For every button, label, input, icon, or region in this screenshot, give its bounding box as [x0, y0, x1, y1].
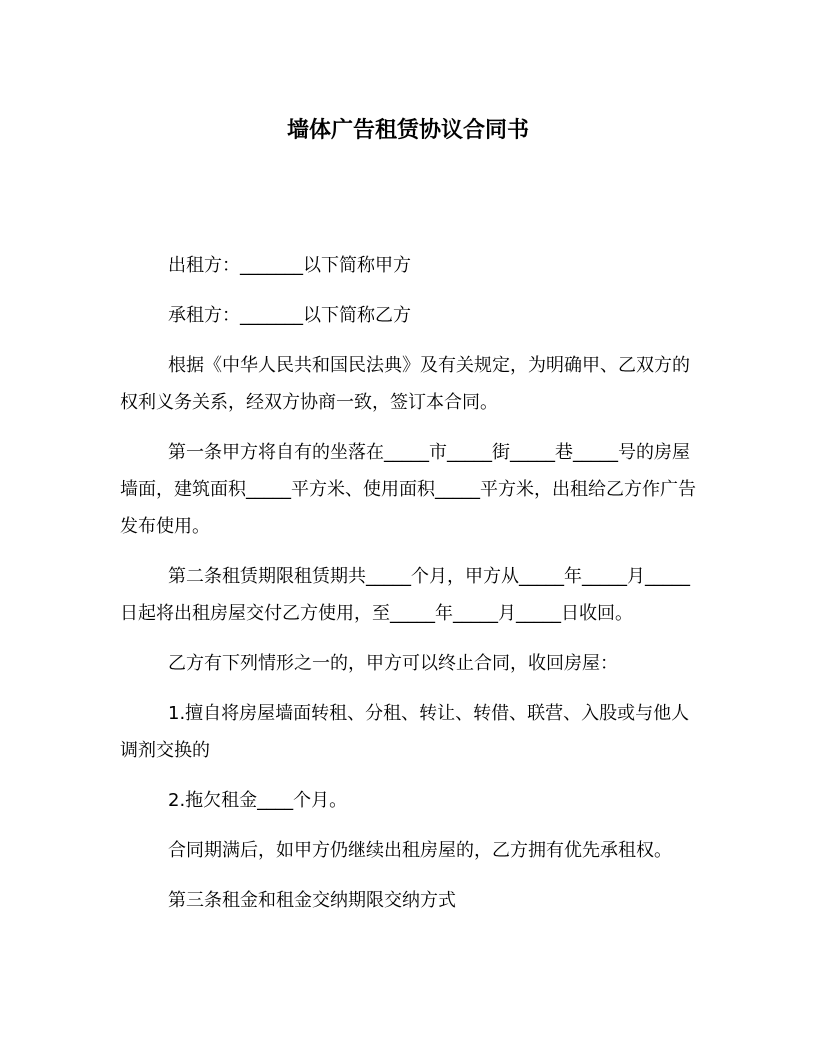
renewal-paragraph: 合同期满后，如甲方仍继续出租房屋的，乙方拥有优先承租权。 — [168, 840, 672, 861]
termination-item-1: 1.擅自将房屋墙面转租、分租、转让、转借、联营、入股或与他人调剂交换的 — [120, 703, 690, 761]
article-2-paragraph: 第二条租赁期限租赁期共_____个月，甲方从_____年_____月_____日起将出租房屋交付乙方使用，至_____年_____月_____日收回。 — [120, 566, 690, 624]
document-title: 墙体广告租赁协议合同书 — [286, 118, 529, 143]
termination-intro-paragraph: 乙方有下列情形之一的，甲方可以终止合同，收回房屋： — [168, 653, 618, 674]
article-3-heading: 第三条租金和租金交纳期限交纳方式 — [168, 890, 456, 911]
lessee-line: 承租方：_______以下简称乙方 — [168, 305, 411, 326]
article-1-paragraph: 第一条甲方将自有的坐落在_____市_____街_____巷_____号的房屋墙面，建筑面积_____平方米、使用面积_____平方米，出租给乙方作广告发布使用。 — [120, 442, 696, 537]
lessor-line: 出租方：_______以下简称甲方 — [168, 255, 411, 276]
preamble-paragraph: 根据《中华人民共和国民法典》及有关规定，为明确甲、乙双方的权利义务关系，经双方协商一致，签订本合同。 — [120, 355, 690, 413]
termination-item-2: 2.拖欠租金____个月。 — [168, 790, 348, 811]
document-body — [120, 247, 696, 932]
